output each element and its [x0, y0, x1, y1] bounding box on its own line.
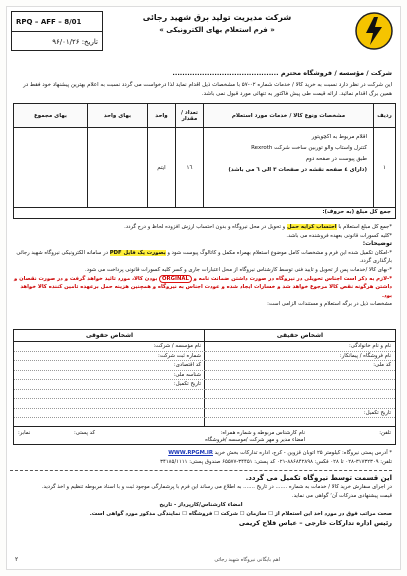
page-number: ۲: [15, 556, 19, 563]
contact-numbers: تلفن: ۳۱۷۳۲۳۰۹-۰۲۸ تا ۰۲۸ فکس: ۸۸۶۸۴۲۸۹۸-۰۲۱ کد پستی: ۳۴۴۵۱-۶۵۵۷۷ صندوق پستی: ۳۴۱۸۵/۱۱۱۱: [160, 459, 392, 465]
postal-address-text: * آدرس پستی نیروگاه: کیلومتر ۲۵ اتوبان قزوین - کرج، اداره تدارکات بخش خرید: [214, 450, 392, 456]
natural-field[interactable]: تاریخ تکمیل:: [205, 409, 395, 419]
row-quantity: ١٦: [176, 128, 204, 208]
plant-section-title: این قسمت توسط نیروگاه تکمیل می گردد.: [245, 474, 392, 482]
natural-field[interactable]: [205, 390, 395, 400]
note-pre1-rest: و تحویل در محل نیروگاه و بدون احتساب ارزش افزوده لحاظ و درج گردد.: [124, 224, 286, 230]
plant-statement-2: قیمت پیشنهادی مدرکات آن٬ گواهی می نماید.: [291, 493, 392, 499]
row-description: [204, 128, 374, 208]
company-logo-icon: [354, 11, 394, 51]
note-4: مشخصات ذیل در برگه استعلام و مستندات الزامی است:: [267, 301, 392, 308]
salutation: شرکت / مؤسسه / فروشگاه محترم ...........................................: [172, 69, 392, 77]
note-1: [10, 249, 392, 266]
items-table: [13, 103, 396, 208]
natural-field[interactable]: [205, 371, 395, 381]
expert-contact-label[interactable]: نام کارشناس مربوطه و شماره همراه:: [220, 430, 305, 436]
natural-field[interactable]: [205, 380, 395, 390]
legal-field[interactable]: [14, 399, 205, 409]
archive-note: اهم بایگانی نیروگاه شهید رجائی: [214, 557, 280, 563]
confirmation-statement: صحت مراتب فوق در مورد اخذ این استعلام از ☐ سازمان ☐ شرکت ☐ فروشگاه ☐ نمایندگی مذکور مورد گواهی است.: [89, 511, 392, 517]
items-table-header: [14, 104, 396, 128]
note-2: *-بهای کالا /خدمات پس از تحویل و تایید فنی توسط کارشناس نیروگاه از محل اعتبارات جاری و کسر کلیه کسورات قانونی پرداخت می شود.: [85, 266, 392, 273]
row-index: ۱: [374, 128, 396, 208]
notes-title: توضیحات:: [362, 240, 392, 248]
desc-line: اقلام مربوط به اکچویتور: [311, 134, 367, 140]
date-value: ۹۶/۰۱/۲۶: [52, 38, 80, 46]
note-pre1-text: *جمع کل مبلغ استعلام با: [338, 224, 392, 230]
note-3-original-badge: ORGINAL: [159, 275, 192, 283]
row-unit: ایتم: [148, 128, 176, 208]
natural-field[interactable]: [205, 399, 395, 409]
col-unit-price: بهای واحد: [88, 104, 148, 128]
notes-section: [10, 223, 392, 309]
note-pre1-highlight: احتساب کرایه حمل: [286, 224, 337, 230]
legal-field[interactable]: نام مؤسسه / شرکت:: [14, 342, 205, 352]
note-3-rest: بودن کالا، مورد تائید خواهد گرفت و در صورت نقصان و داشتن هرگونه نقص کالا مرجوع خواهد شد و خسارات ایجاد شده و عودت اجناس به نیروگاه و همچنین هزینه حمل برعهده تامین کننده کالا خواهد بود.: [13, 275, 392, 299]
note-pre2: *کلیه کسورات قانونی بعهده فروشنده می باشد.: [286, 232, 392, 239]
manager-signature: رئیس اداره تدارکات خارجی – عباس قلاح کریمی: [238, 519, 392, 527]
natural-persons-title: اشخاص حقیقی: [205, 330, 395, 342]
sum-in-words-field[interactable]: جمع كل مبلغ (به حروف):: [13, 207, 396, 219]
col-unit: واحد: [148, 104, 176, 128]
natural-field[interactable]: نام فروشگاه / پیمانکار:: [205, 352, 395, 362]
col-total-price: بهای مجموع: [14, 104, 88, 128]
form-code: RPQ – AFF – 8/01: [12, 12, 102, 32]
contact-strip: [13, 427, 396, 445]
desc-line: (دارای ٤ صفحه نقشه در صفحات ۳ الی ٦ می باشد): [228, 167, 367, 173]
vendor-specs-box: [13, 329, 396, 427]
legal-field[interactable]: شناسه ملی:: [14, 371, 205, 381]
legal-field[interactable]: کد اقتصادی:: [14, 361, 205, 371]
company-block: [117, 13, 317, 34]
reference-box: [11, 11, 103, 51]
row-total-price-input[interactable]: [14, 128, 88, 208]
desc-line: طبق پیوست در صفحه دوم: [305, 156, 367, 162]
natural-persons-column: [204, 330, 395, 426]
note-pre1: [10, 223, 392, 232]
natural-field[interactable]: کد ملی:: [205, 361, 395, 371]
col-quantity: تعداد / مقدار: [176, 104, 204, 128]
plant-statement-1: در اجرای سفارش خرید کالا / خدمات به شماره ....... در تاریخ ....... به اطلاع می رساند این فرم با پرشمارگی موجود ثبت و با اسناد مربوطه تنظیم و اخذ گردید.: [41, 484, 392, 490]
note-1-text: *-امکان تکمیل شده این فرم و مشخصات کامل موضوع استعلام بهمراه مکمل و کاتالوگ پیوست شود و: [167, 249, 392, 256]
form-subtitle: « فرم استعلام بهای الکترونیکی »: [159, 26, 275, 34]
footer-section: [10, 449, 392, 528]
company-name: شرکت مدیریت تولید برق شهید رجائی: [142, 13, 292, 22]
expert-signature: امضاء کارشناس/کارپرداز - تاریخ: [159, 502, 243, 508]
divider: [10, 470, 392, 471]
legal-field[interactable]: [14, 390, 205, 400]
legal-persons-column: [14, 330, 205, 426]
col-index: ردیف: [374, 104, 396, 128]
date-label: تاریخ:: [81, 38, 98, 46]
desc-line: کنترل واستاب والو توربین ساخت شرکت Rexroth: [251, 145, 367, 151]
intro-text: این شرکت در نظر دارد نسبت به خرید کالا / خدمات شماره ۰۲-۵۷ با مشخصات ذیل اقدام نماید لذا درخواست می گردد نسبت به اعلام بهترین پیشنهاد خود فقط در همین برگ اقدام نمائید. ارائه قیمت طی پیش فاکتور به تنهائی مورد قبول نمی باشد.: [23, 82, 392, 97]
phone-label[interactable]: تلفن:: [379, 430, 391, 436]
fax-label[interactable]: نمابر:: [18, 430, 31, 436]
postal-code-label[interactable]: کد پستی:: [74, 430, 95, 436]
form-header: [7, 7, 402, 65]
col-description: مشخصات ونوع کالا / خدمات مورد استعلام: [204, 104, 374, 128]
note-1-rest: در سامانه الکترونیکی نیروگاه شهید رجائی بارگذاری گردد.: [16, 249, 392, 265]
form-page: [6, 6, 401, 570]
natural-field[interactable]: نام و نام خانوادگی:: [205, 342, 395, 352]
note-1-highlight: بصورت یک فایل PDF: [109, 249, 166, 256]
legal-field[interactable]: شماره ثبت شرکت:: [14, 352, 205, 362]
website-link[interactable]: WWW.RPGM.IR: [168, 450, 213, 456]
stamp-label: امضاء مدیر و مهر شرکت /موسسه /فروشگاه: [205, 437, 305, 443]
note-3: [10, 275, 392, 301]
legal-field[interactable]: تاریخ تکمیل:: [14, 380, 205, 390]
legal-field[interactable]: [14, 409, 205, 419]
legal-persons-title: اشخاص حقوقی: [14, 330, 205, 342]
table-row: [14, 128, 396, 208]
note-3-text: *-لازم به ذکر است اجناس تحویلی در نیروگاه در صورت داشتن ضمانت نامه و: [193, 275, 392, 282]
row-unit-price-input[interactable]: [88, 128, 148, 208]
form-date: [12, 32, 102, 52]
postal-address: [10, 449, 392, 458]
